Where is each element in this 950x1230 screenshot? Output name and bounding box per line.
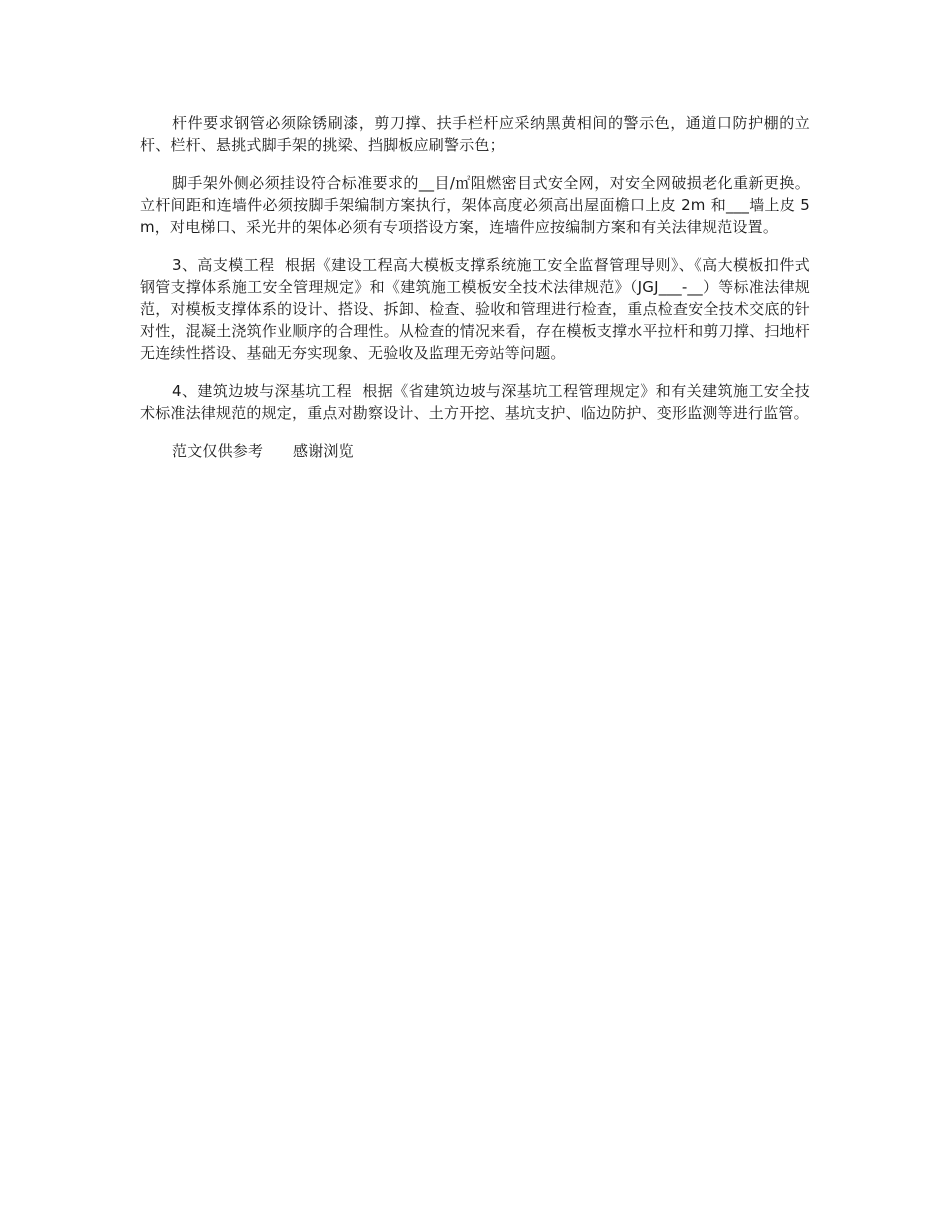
paragraph-safety-net: 脚手架外侧必须挂设符合标准要求的__目/㎡阻燃密目式安全网，对安全网破损老化重新更换。立杆间距和连墙件必须按脚手架编制方案执行，架体高度必须高出屋面檐口上皮 2m 和___墙上皮 5m，对电梯口、采光井的架体必须有专项搭设方案，连墙件应按编制方案和有关法律规范设置。: [140, 174, 810, 236]
document-footer: 范文仅供参考 感谢浏览: [172, 442, 354, 460]
paragraph-foundation-pit: 4、建筑边坡与深基坑工程 根据《省建筑边坡与深基坑工程管理规定》和有关建筑施工安全技术标准法律规范的规定，重点对勘察设计、土方开挖、基坑支护、临边防护、变形监测等进行监管。: [140, 382, 810, 422]
paragraph-railing-paint: 杆件要求钢管必须除锈刷漆，剪刀撑、扶手栏杆应采纳黑黄相间的警示色，通道口防护棚的立杆、栏杆、悬挑式脚手架的挑梁、挡脚板应刷警示色；: [140, 114, 810, 154]
paragraph-high-formwork: 3、高支模工程 根据《建设工程高大模板支撑系统施工安全监督管理导则》、《高大模板扣件式钢管支撑体系施工安全管理规定》和《建筑施工模板安全技术法律规范》（JGJ___-__）等标准法律规范，对模板支撑体系的设计、搭设、拆卸、检查、验收和管理进行检查，重点检查安全技术交底的针对性，混凝土浇筑作业顺序的合理性。从检查的情况来看，存在模板支撑水平拉杆和剪刀撑、扫地杆无连续性搭设、基础无夯实现象、无验收及监理无旁站等问题。: [140, 256, 810, 362]
document-body: [140, 112, 810, 462]
